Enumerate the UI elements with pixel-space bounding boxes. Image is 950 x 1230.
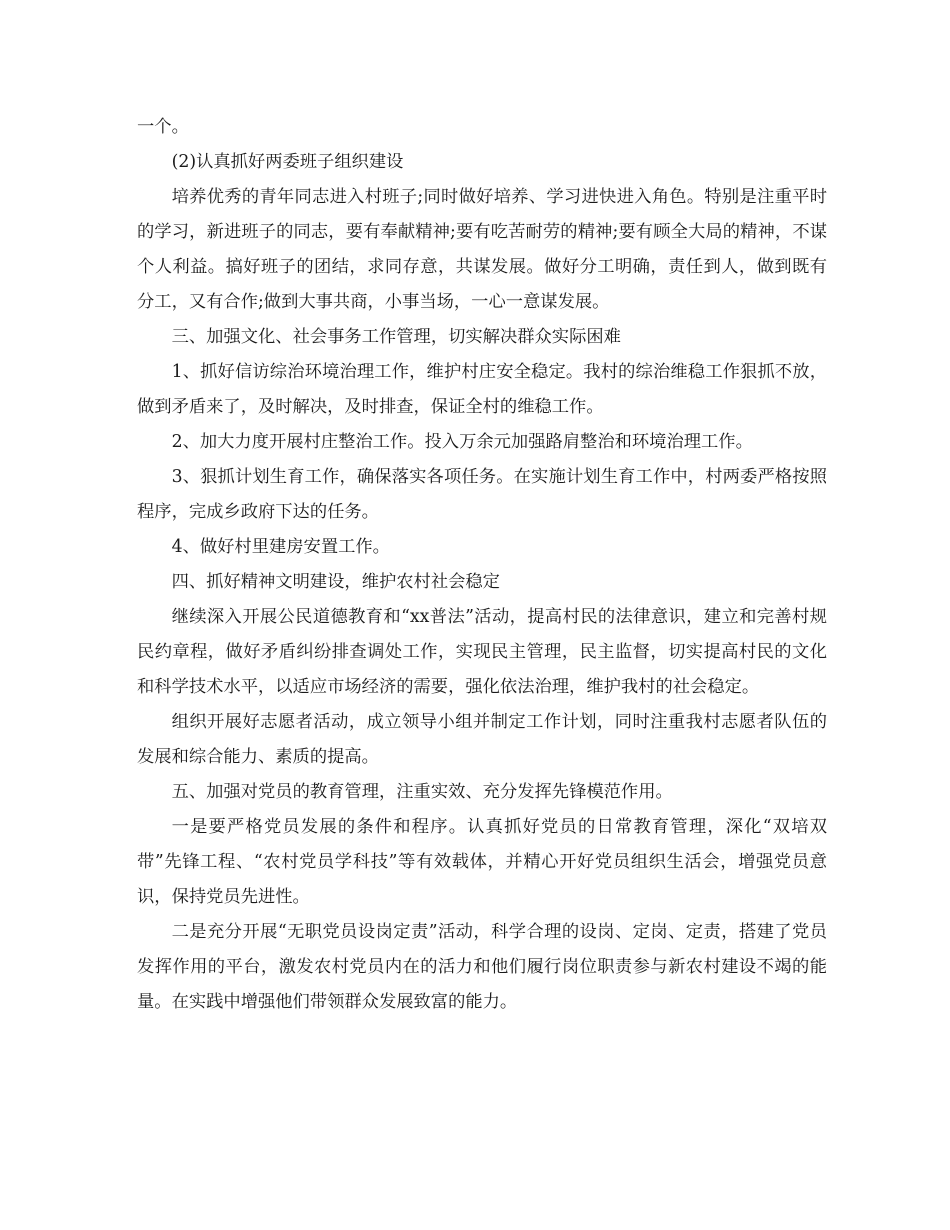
paragraph-1: 一个。: [137, 117, 189, 137]
paragraph-9-heading: 四、抓好精神文明建设，维护农村社会稳定: [171, 572, 500, 592]
paragraph-11: 组织开展好志愿者活动，成立领导小组并制定工作计划，同时注重我村志愿者队伍的发展和综合能力、素质的提高。: [137, 712, 827, 767]
paragraph-4-heading: 三、加强文化、社会事务工作管理，切实解决群众实际困难: [171, 327, 621, 347]
paragraph-5: 1、抓好信访综治环境治理工作，维护村庄安全稳定。我村的综治维稳工作狠抓不放，做到矛盾来了，及时解决，及时排查，保证全村的维稳工作。: [137, 362, 827, 417]
paragraph-6: 2、加大力度开展村庄整治工作。投入万余元加强路肩整治和环境治理工作。: [171, 432, 753, 452]
paragraph-7: 3、狠抓计划生育工作，确保落实各项任务。在实施计划生育工作中，村两委严格按照程序，完成乡政府下达的任务。: [137, 467, 827, 522]
document-page: [137, 110, 827, 1020]
paragraph-12-heading: 五、加强对党员的教育管理，注重实效、充分发挥先锋模范作用。: [171, 782, 673, 802]
paragraph-2-heading: (2)认真抓好两委班子组织建设: [171, 152, 404, 172]
paragraph-10: 继续深入开展公民道德教育和“xx普法”活动，提高村民的法律意识，建立和完善村规民约章程，做好矛盾纠纷排查调处工作，实现民主管理，民主监督，切实提高村民的文化和科学技术水平，以适应市场经济的需要，强化依法治理，维护我村的社会稳定。: [137, 607, 827, 697]
paragraph-8: 4、做好村里建房安置工作。: [171, 537, 390, 557]
paragraph-14: 二是充分开展“无职党员设岗定责”活动，科学合理的设岗、定岗、定责，搭建了党员发挥作用的平台，激发农村党员内在的活力和他们履行岗位职责参与新农村建设不竭的能量。在实践中增强他们带领群众发展致富的能力。: [137, 922, 827, 1012]
paragraph-13: 一是要严格党员发展的条件和程序。认真抓好党员的日常教育管理，深化“双培双带”先锋工程、“农村党员学科技”等有效载体，并精心开好党员组织生活会，增强党员意识，保持党员先进性。: [137, 817, 827, 907]
paragraph-3: 培养优秀的青年同志进入村班子;同时做好培养、学习进快进入角色。特别是注重平时的学习，新进班子的同志，要有奉献精神;要有吃苦耐劳的精神;要有顾全大局的精神，不谋个人利益。搞好班子的团结，求同存意，共谋发展。做好分工明确，责任到人，做到既有分工，又有合作;做到大事共商，小事当场，一心一意谋发展。: [137, 187, 827, 312]
